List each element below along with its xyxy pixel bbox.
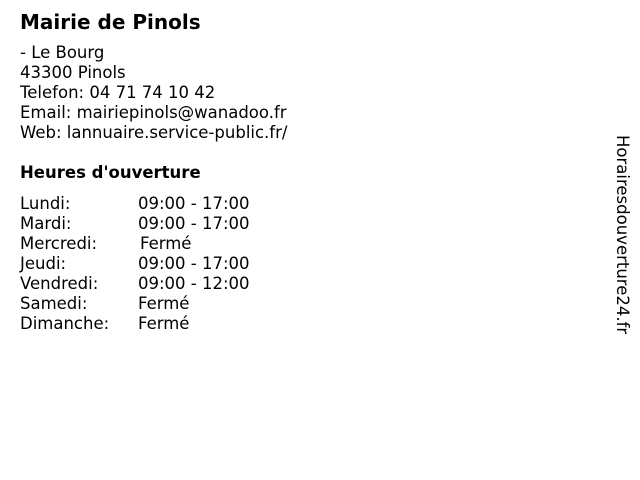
site-watermark: Horairesdouverture24.fr [613, 135, 632, 335]
hours-heading: Heures d'ouverture [20, 163, 201, 182]
time-value: Fermé [140, 234, 192, 253]
time-value: 09:00 - 17:00 [138, 214, 250, 233]
time-value: Fermé [138, 314, 190, 333]
day-label: Jeudi: [20, 254, 67, 273]
time-value: 09:00 - 17:00 [138, 254, 250, 273]
day-label: Mardi: [20, 214, 72, 233]
web-line: Web: lannuaire.service-public.fr/ [20, 123, 288, 142]
day-label: Samedi: [20, 294, 88, 313]
day-label: Vendredi: [20, 274, 99, 293]
page-title: Mairie de Pinols [20, 10, 201, 34]
day-label: Mercredi: [20, 234, 98, 253]
city-line: 43300 Pinols [20, 63, 126, 82]
time-value: 09:00 - 12:00 [138, 274, 250, 293]
time-value: Fermé [138, 294, 190, 313]
phone-line: Telefon: 04 71 74 10 42 [20, 83, 216, 102]
email-line: Email: mairiepinols@wanadoo.fr [20, 103, 287, 122]
day-label: Lundi: [20, 194, 71, 213]
day-label: Dimanche: [20, 314, 110, 333]
time-value: 09:00 - 17:00 [138, 194, 250, 213]
address-block [20, 43, 287, 143]
street-line: - Le Bourg [20, 43, 105, 62]
